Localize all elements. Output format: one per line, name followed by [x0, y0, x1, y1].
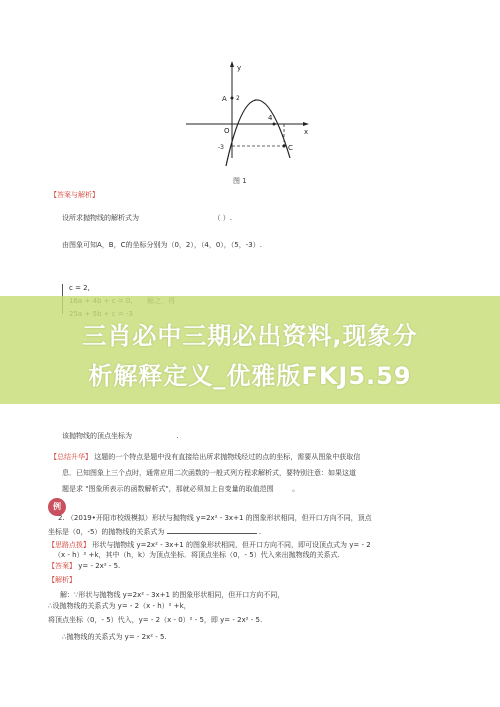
- summary-line-3: [62, 485, 299, 494]
- hint-header: 【思路点拨】: [48, 541, 90, 549]
- summary-line-1: [50, 453, 360, 462]
- example-end: .: [258, 528, 262, 536]
- answer-header-2: 【答案】: [48, 562, 76, 570]
- example-text-1: （2019•开阳市校级模拟）形状与抛物线 y=2x² - 3x+1 的图象形状相同，但开口方向不同，顶点: [66, 514, 372, 522]
- point-a: [231, 97, 234, 100]
- line-1-end: （ ）.: [213, 214, 232, 222]
- figure-caption: 图 1: [233, 177, 247, 185]
- example-number: 2.: [58, 514, 65, 522]
- example-text-2: 坐标是（0，-5）的抛物线的关系式为: [48, 528, 165, 536]
- summary-header: 【总结升华】: [50, 453, 92, 461]
- banner-line-1: 三肖必中三期必出资料,现象分: [82, 322, 418, 350]
- y-axis-arrow: [230, 61, 234, 67]
- solution-line-1: 解：∵形状与抛物线 y=2x² - 3x+1 的图象形状相同，但开口方向不同，: [60, 591, 285, 599]
- answer-value: y= - 2x² - 5.: [78, 562, 121, 570]
- axis-y-label: y: [237, 64, 242, 72]
- vertex-line-end: .: [176, 432, 179, 440]
- line-2: 由图象可知A，B，C的坐标分别为（0，2），（4，0），（5，-3）.: [62, 241, 262, 249]
- hint-text-1: 形状与抛物线 y=2x² - 3x+1 的图象形状相同，但开口方向不同，即可设顶点式为 y= - 2: [92, 541, 371, 549]
- banner-line-2: 析解释定义_优雅版FKJ5.59: [88, 362, 412, 390]
- summary-end: 。: [292, 485, 300, 493]
- parabola-curve: [226, 100, 290, 166]
- line-1: [62, 214, 232, 223]
- parabola-figure: [180, 58, 310, 180]
- line-1-text: 设所求抛物线的解析式为: [62, 214, 139, 222]
- example-line-2: [48, 528, 261, 537]
- summary-text-3: 题是求 "图象所表示的函数解析式"，那就必须加上自变量的取值范围: [62, 485, 274, 493]
- parabola-graph: [180, 58, 310, 180]
- label-a: A: [222, 95, 227, 103]
- label-4: 4: [268, 114, 273, 122]
- x-axis-arrow: [303, 122, 309, 126]
- axis-x-label: x: [304, 128, 309, 136]
- sys-eq-1: c = 2,: [69, 284, 90, 292]
- example-line-1: [58, 514, 372, 523]
- label-o: O: [224, 127, 230, 135]
- vertex-line-text: 该抛物线的顶点坐标为: [62, 432, 132, 440]
- point-b: [273, 123, 276, 126]
- label-2: 2: [236, 95, 240, 102]
- label-neg3: -3: [218, 144, 224, 151]
- point-c: [283, 145, 286, 148]
- analysis-header: 【解析】: [48, 576, 76, 584]
- hint-line-2: （x - h）² +k，其中（h，k）为顶点坐标．将顶点坐标（0，- 5）代入来出抛物线的关系式.: [54, 551, 340, 559]
- summary-text-1: 这题的一个特点是题中没有直接给出所求抛物线经过的点的坐标，需要从图象中获取信: [94, 453, 361, 461]
- solution-line-4: ∴抛物线的关系式为 y= - 2x² - 5.: [62, 633, 167, 641]
- answer-line-2: [48, 562, 120, 571]
- solution-line-3: 将顶点坐标（0，- 5）代入，y= - 2（x - 0）² - 5，即 y= - 2x² - 5.: [48, 616, 263, 624]
- label-c: C: [288, 144, 293, 152]
- answer-header-1: 【答案与解析】: [50, 191, 99, 199]
- hint-line-1: [48, 541, 371, 550]
- summary-line-2: 息．已知图象上三个点时，通常应用二次函数的一般式列方程求解析式，要特别注意：如果这道: [62, 469, 356, 477]
- example-badge: 例: [48, 498, 66, 516]
- vertex-line: [62, 432, 179, 441]
- solution-line-2: ∴设抛物线的关系式为 y= - 2（x - h）² +k，: [48, 602, 191, 610]
